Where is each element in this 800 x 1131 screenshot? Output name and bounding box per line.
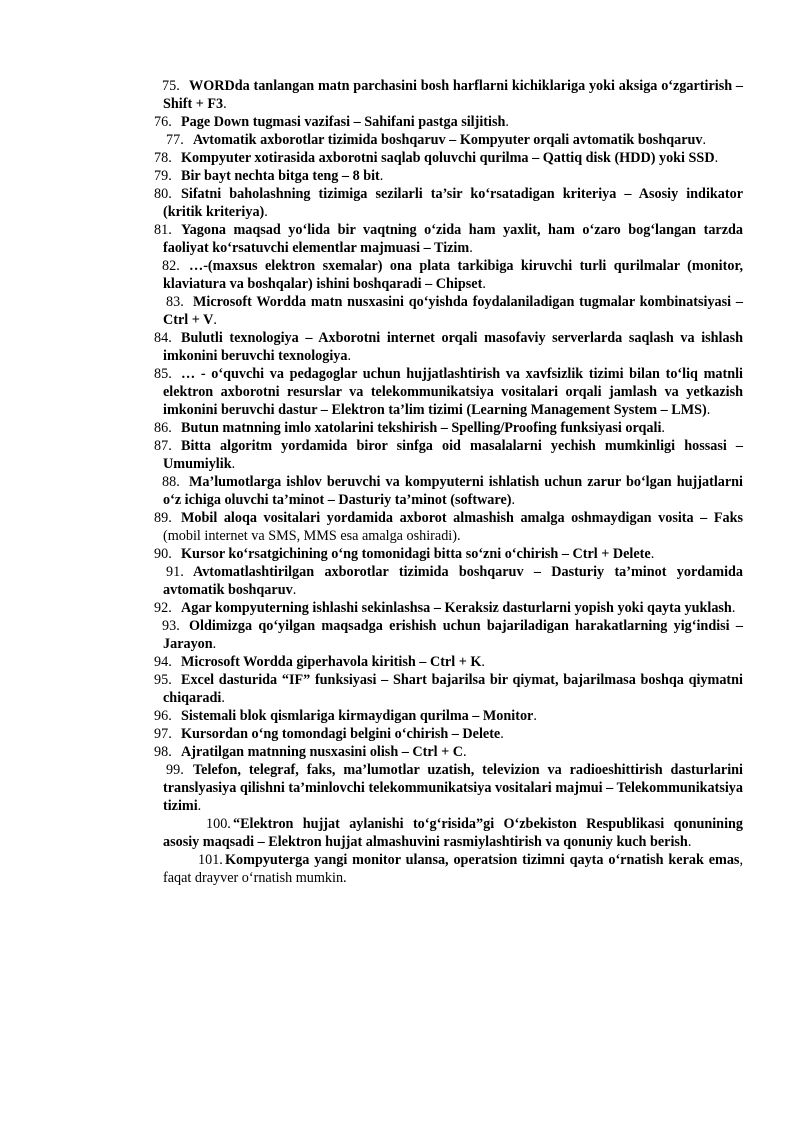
item-number: 91. — [166, 564, 184, 580]
item-number: 87. — [154, 438, 172, 454]
item-text: Oldimizga qo‘yilgan maqsadga erishish uchun bajariladigan harakatlarning yig‘indisi – Jarayon — [163, 618, 743, 652]
item-text-tail: . — [706, 402, 711, 418]
item-text: Agar kompyuterning ishlashi sekinlashsa – Keraksiz dasturlarni yopish yoki qayta yuklash — [181, 600, 732, 616]
item-number: 90. — [154, 546, 172, 562]
item-number: 97. — [154, 726, 172, 742]
item-number: 81. — [154, 222, 172, 238]
list-item — [136, 185, 743, 221]
item-number: 85. — [154, 366, 172, 382]
item-number: 95. — [154, 672, 172, 688]
item-number: 93. — [162, 618, 180, 634]
item-number: 82. — [162, 258, 180, 274]
item-number: 76. — [154, 114, 172, 130]
item-text-tail: (mobil internet va SMS, MMS esa amalga oshiradi). — [163, 528, 461, 544]
list-item — [136, 419, 743, 437]
item-text-tail: . — [197, 798, 202, 814]
item-text: Avtomatlashtirilgan axborotlar tizimida boshqaruv – Dasturiy ta’minot yordamida avtomatik boshqaruv — [163, 564, 743, 598]
item-text: “Elektron hujjat aylanishi to‘g‘risida”gi O‘zbekiston Respublikasi qonunining asosiy maqsadi – Elektron hujjat almashuvini rasmiylashtirish va qonuniy kuch berish — [163, 816, 743, 850]
item-text-tail: . — [379, 168, 384, 184]
item-number: 100. — [206, 816, 231, 832]
list-item — [136, 113, 743, 131]
item-text: Kompyuterga yangi monitor ulansa, operatsion tizimni qayta o‘rnatish kerak emas — [225, 852, 740, 868]
item-text-tail: . — [292, 582, 297, 598]
item-text-tail: . — [347, 348, 352, 364]
item-number: 92. — [154, 600, 172, 616]
item-text-tail: . — [463, 744, 467, 760]
list-item — [136, 563, 743, 599]
list-item — [136, 545, 743, 563]
item-text: Telefon, telegraf, faks, ma’lumotlar uzatish, televizion va radioeshittirish dasturlarini translyasiya qilishni ta’minlovchi telekommunikatsiya vositalari majmui – Telekommunikatsiya tizimi — [163, 762, 743, 814]
item-number: 75. — [162, 78, 180, 94]
item-text: Butun matnning imlo xatolarini tekshirish – Spelling/Proofing funksiyasi orqali — [181, 420, 662, 436]
item-text-tail: . — [212, 636, 217, 652]
list-item — [136, 815, 743, 851]
item-text-tail: . — [264, 204, 268, 220]
item-text: Excel dasturida “IF” funksiyasi – Shart bajarilsa bir qiymat, bajarilmasa boshqa qiymatni chiqaradi — [163, 672, 743, 706]
list-item — [136, 707, 743, 725]
list-item — [136, 653, 743, 671]
item-text: Page Down tugmasi vazifasi – Sahifani pastga siljitish — [181, 114, 506, 130]
item-text: Bir bayt nechta bitga teng – 8 bit — [181, 168, 380, 184]
item-text: Sistemali blok qismlariga kirmaydigan qurilma – Monitor — [181, 708, 534, 724]
item-text-tail: . — [469, 240, 473, 256]
item-text-tail: . — [223, 96, 227, 112]
item-number: 78. — [154, 150, 172, 166]
item-text-tail: . — [731, 600, 736, 616]
item-text-tail: . — [687, 834, 692, 850]
item-number: 77. — [166, 132, 184, 148]
list-item — [136, 725, 743, 743]
item-text: Mobil aloqa vositalari yordamida axborot almashish amalga oshmaydigan vosita – Faks — [181, 510, 743, 526]
list-item — [136, 329, 743, 365]
item-text: Kompyuter xotirasida axborotni saqlab qoluvchi qurilma – Qattiq disk (HDD) yoki SSD — [181, 150, 715, 166]
item-text: Bitta algoritm yordamida biror sinfga oid masalalarni yechish mumkinligi hossasi – Umumiylik — [163, 438, 743, 472]
item-text: Sifatni baholashning tizimiga sezilarli ta’sir ko‘rsatadigan kriteriya – Asosiy indikator (kritik kriteriya) — [163, 186, 743, 220]
item-text-tail: . — [221, 690, 225, 706]
list-item — [136, 257, 743, 293]
item-number: 79. — [154, 168, 172, 184]
numbered-list — [136, 77, 743, 887]
list-item — [136, 851, 743, 887]
item-text: Ma’lumotlarga ishlov beruvchi va kompyuterni ishlatish uchun zarur bo‘lgan hujjatlarni o‘z ichiga oluvchi ta’minot – Dasturiy ta’minot (software) — [163, 474, 743, 508]
list-item — [136, 167, 743, 185]
list-item — [136, 437, 743, 473]
item-text: Bulutli texnologiya – Axborotni internet orqali masofaviy serverlarda saqlash va ishlash imkonini beruvchi texnologiya — [163, 330, 743, 364]
item-text-tail: . — [650, 546, 655, 562]
item-number: 101. — [198, 852, 223, 868]
list-item — [136, 149, 743, 167]
item-number: 80. — [154, 186, 172, 202]
list-item — [136, 293, 743, 329]
list-item — [136, 761, 743, 815]
list-item — [136, 473, 743, 509]
item-text-tail: , faqat drayver o‘rnatish mumkin. — [163, 852, 743, 886]
list-item — [136, 365, 743, 419]
item-text-tail: . — [714, 150, 719, 166]
item-text-tail: . — [481, 654, 485, 670]
list-item — [136, 131, 743, 149]
item-text-tail: . — [213, 312, 217, 328]
item-text-tail: . — [482, 276, 486, 292]
item-number: 94. — [154, 654, 172, 670]
item-text: Microsoft Wordda matn nusxasini qo‘yishda foydalaniladigan tugmalar kombinatsiyasi – Ctrl + V — [163, 294, 743, 328]
item-text-tail: . — [661, 420, 665, 436]
item-text-tail: . — [231, 456, 236, 472]
item-number: 99. — [166, 762, 184, 778]
item-text: Ajratilgan matnning nusxasini olish – Ctrl + C — [181, 744, 464, 760]
list-item — [136, 617, 743, 653]
item-number: 83. — [166, 294, 184, 310]
item-text: Kursor ko‘rsatgichining o‘ng tomonidagi bitta so‘zni o‘chirish – Ctrl + Delete — [181, 546, 651, 562]
list-item — [136, 77, 743, 113]
item-number: 96. — [154, 708, 172, 724]
item-number: 86. — [154, 420, 172, 436]
item-number: 89. — [154, 510, 172, 526]
item-number: 84. — [154, 330, 172, 346]
item-text: …-(maxsus elektron sxemalar) ona plata tarkibiga kiruvchi turli qurilmalar (monitor, klaviatura va boshqalar) ishini boshqaradi – Chipset — [163, 258, 743, 292]
item-number: 98. — [154, 744, 172, 760]
item-text-tail: . — [702, 132, 707, 148]
item-text-tail: . — [500, 726, 504, 742]
item-text: Yagona maqsad yo‘lida bir vaqtning o‘zida ham yaxlit, ham o‘zaro bog‘langan tarzda faoliyat ko‘rsatuvchi elementlar majmuasi – Tizim — [163, 222, 743, 256]
list-item — [136, 599, 743, 617]
list-item — [136, 671, 743, 707]
item-text: WORDda tanlangan matn parchasini bosh harflarni kichiklariga yoki aksiga o‘zgartirish – Shift + F3 — [163, 78, 743, 112]
list-item — [136, 743, 743, 761]
item-text: Kursordan o‘ng tomondagi belgini o‘chirish – Delete — [181, 726, 501, 742]
list-item — [136, 221, 743, 257]
item-text: Microsoft Wordda giperhavola kiritish – Ctrl + K — [181, 654, 482, 670]
item-text: Avtomatik axborotlar tizimida boshqaruv – Kompyuter orqali avtomatik boshqaruv — [193, 132, 703, 148]
item-text-tail: . — [511, 492, 516, 508]
item-text: … - o‘quvchi va pedagoglar uchun hujjatlashtirish va xavfsizlik tizimi bilan to‘liq matnli elektron axborotni resurslar va telekommunikatsiya vositalari orqali jamlash va yetkazish imkonini beruvchi dastur – Elektron ta’lim tizimi (Learning Management System – LMS) — [163, 366, 743, 418]
item-number: 88. — [162, 474, 180, 490]
item-text-tail: . — [533, 708, 537, 724]
list-item — [136, 509, 743, 545]
item-text-tail: . — [505, 114, 509, 130]
